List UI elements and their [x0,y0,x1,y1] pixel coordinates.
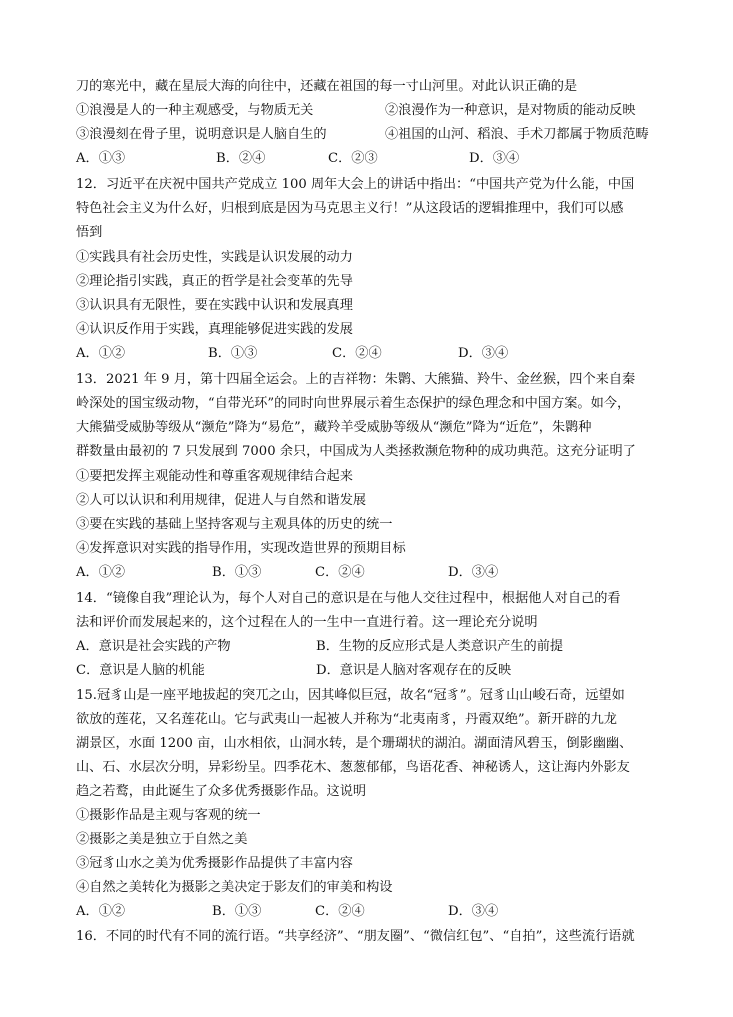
q13-option-4: ④发挥意识对实践的指导作用，实现改造世界的预期目标 [76,541,406,556]
q15-stem-line: 山、石、水层次分明，异彩纷呈。四季花木、葱葱郁郁，鸟语花香、神秘诱人，这让海内外影友 [76,760,630,775]
q15-choice-d: D．③④ [448,904,499,919]
q16-stem-line: 16．不同的时代有不同的流行语。“共享经济”、“朋友圈”、“微信红包”、“自拍”，这些流行语就 [76,929,635,944]
q12-choice-b: B．①③ [208,346,258,361]
q13-choice-a: A．①② [76,565,126,580]
q11-option-2: ②浪漫作为一种意识，是对物质的能动反映 [385,103,636,118]
q14-choice-d: D．意识是人脑对客观存在的反映 [316,663,512,678]
q13-option-1: ①要把发挥主观能动性和尊重客观规律结合起来 [76,469,353,484]
q15-stem-line: 趋之若鹜，由此诞生了众多优秀摄影作品。这说明 [76,784,367,799]
q13-choice-d: D．③④ [448,565,499,580]
q12-option-4: ④认识反作用于实践，真理能够促进实践的发展 [76,322,353,337]
q12-option-1: ①实践具有社会历史性，实践是认识发展的动力 [76,250,353,265]
q13-stem-line: 大熊猫受威胁等级从“濒危”降为“易危”，藏羚羊受威胁等级从“濒危”降为“近危”，朱鹮种 [76,420,592,435]
q14-choice-c: C．意识是人脑的机能 [76,663,205,678]
q12-choice-c: C．②④ [332,346,382,361]
q15-option-2: ②摄影之美是独立于自然之美 [76,832,248,847]
q13-stem-line: 群数量由最初的 7 只发展到 7000 余只，中国成为人类拯救濒危物种的成功典范。这充分证明了 [76,444,636,459]
q15-option-4: ④自然之美转化为摄影之美决定于影友们的审美和构设 [76,880,393,895]
q15-option-3: ③冠豸山水之美为优秀摄影作品提供了丰富内容 [76,856,353,871]
q11-choice-c: C．②③ [328,151,378,166]
q11-choice-b: B．②④ [216,151,266,166]
q11-stem-line: 刀的寒光中，藏在星辰大海的向往中，还藏在祖国的每一寸山河里。对此认识正确的是 [76,79,578,94]
q11-option-3: ③浪漫刻在骨子里，说明意识是人脑自生的 [76,127,327,142]
q14-choice-b: B．生物的反应形式是人类意识产生的前提 [316,639,564,654]
q12-stem-line: 悟到 [76,225,103,240]
q15-stem-line: 湖景区，水面 1200 亩，山水相依，山洞水转，是个珊瑚状的湖泊。湖面清风碧玉，倒影幽幽、 [76,736,633,751]
q13-choice-b: B．①③ [212,565,262,580]
q15-stem-line: 15.冠豸山是一座平地拔起的突兀之山，因其峰似巨冠，故名“冠豸”。冠豸山山峻石奇，远望如 [76,688,625,703]
q13-option-3: ③要在实践的基础上坚持客观与主观具体的历史的统一 [76,517,393,532]
q14-stem-line: 法和评价而发展起来的，这个过程在人的一生中一直进行着。这一理论充分说明 [76,615,538,630]
q13-stem-line: 岭深处的国宝级动物，“自带光环”的同时向世界展示着生态保护的绿色理念和中国方案。如今， [76,396,631,411]
q11-choice-d: D．③④ [469,151,520,166]
q11-choice-a: A．①③ [76,151,126,166]
q15-choice-b: B．①③ [212,904,262,919]
q12-stem-line: 12．习近平在庆祝中国共产党成立 100 周年大会上的讲话中指出：“中国共产党为什么能，中国 [76,177,635,192]
q11-option-4: ④祖国的山河、稻浪、手术刀都属于物质范畴 [385,127,649,142]
q12-stem-line: 特色社会主义为什么好，归根到底是因为马克思主义行！”从这段话的逻辑推理中，我们可以感 [76,201,624,216]
q13-stem-line: 13．2021 年 9 月，第十四届全运会。上的吉祥物：朱鹮、大熊猫、羚牛、金丝猴，四个来自秦 [76,372,636,387]
q15-option-1: ①摄影作品是主观与客观的统一 [76,808,261,823]
q11-option-1: ①浪漫是人的一种主观感受，与物质无关 [76,103,314,118]
q15-stem-line: 欲放的莲花，又名莲花山。它与武夷山一起被人并称为“北夷南豸，丹霞双绝”。新开辟的九龙 [76,712,617,727]
q14-stem-line: 14．“镜像自我”理论认为，每个人对自己的意识是在与他人交往过程中，根据他人对自己的看 [76,591,621,606]
q12-choice-a: A．①② [76,346,126,361]
q14-choice-a: A．意识是社会实践的产物 [76,639,231,654]
q12-option-3: ③认识具有无限性，要在实践中认识和发展真理 [76,298,353,313]
q15-choice-a: A．①② [76,904,126,919]
q13-choice-c: C．②④ [315,565,365,580]
q12-choice-d: D．③④ [458,346,509,361]
q13-option-2: ②人可以认识和利用规律，促进人与自然和谐发展 [76,493,367,508]
q15-choice-c: C．②④ [315,904,365,919]
q12-option-2: ②理论指引实践，真正的哲学是社会变革的先导 [76,274,353,289]
